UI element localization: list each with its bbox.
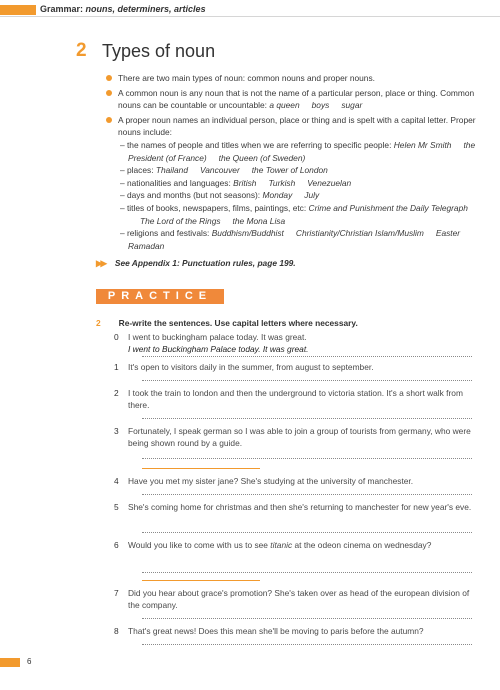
answer-line[interactable] [142,572,472,573]
exercise-item: 1 It's open to visitors daily in the summer, from august to september. [114,362,374,372]
answer-line[interactable] [142,618,472,619]
exercise-item: 7 Did you hear about grace's promotion? She's taken over as head of the european division of the company. [114,588,470,610]
sub-item: – places: Thailand Vancouver the Tower of London [120,165,328,176]
exercise-item: 2 I took the train to london and then the underground to victoria station. It's a short walk from there. [114,388,463,410]
double-arrow-icon: ▶▶ [96,258,105,268]
cross-reference: ▶▶ See Appendix 1: Punctuation rules, page 199. [96,258,296,268]
section-rule [142,580,260,581]
answer-line[interactable] [142,380,472,381]
answer-line[interactable] [142,494,472,495]
example: sugar [341,100,363,111]
bullet-item: There are two main types of noun: common nouns and proper nouns. [106,72,476,85]
example: boys [311,100,330,111]
sub-item: – religions and festivals: Buddhism/Buddhist Christianity/Christian Islam/Muslim EasterRamadan [120,228,461,251]
page-number: 6 [27,657,32,666]
task-instruction: 2 Re-write the sentences. Use capital letters where necessary. [96,318,358,328]
exercise-item: 0 I went to buckingham palace today. It was great. I went to Buckingham Palace today. It was great. [128,332,473,355]
bullet-item: A common noun is any noun that is not the name of a particular person, place or thing. Common nouns can be countable or uncountable: a queen boys sugar [106,87,476,112]
header-divider [0,16,500,17]
section-title: Types of noun [102,41,216,61]
sub-item: – days and months (but not seasons): Monday July [120,190,320,201]
answer-line[interactable] [142,418,472,419]
sub-item: – nationalities and languages: British Turkish Venezuelan [120,177,352,188]
model-answer: I went to Buckingham Palace today. It was great. [128,343,309,354]
sub-item: – the names of people and titles when we are referring to specific people: Helen Mr Smith the President (of France) the Queen (of Sweden) [120,139,476,163]
answer-line[interactable] [142,532,472,533]
answer-line[interactable] [142,356,472,357]
sub-item: – titles of books, newspapers, films, paintings, etc: Crime and Punishment the Daily TelegraphThe Lord of the Rings the Mona Lisa [120,202,468,226]
exercise-item: 8 That's great news! Does this mean she'll be moving to paris before the autumn? [114,626,424,636]
bullet-dot-icon [106,117,112,123]
bullet-dot-icon [106,90,112,96]
exercise-item: 6 Would you like to come with us to see titanic at the odeon cinema on wednesday? [114,540,432,550]
running-header: Grammar: nouns, determiners, articles [40,4,206,14]
footer-accent-bar [0,658,20,667]
answer-line[interactable] [142,644,472,645]
header-accent-bar [0,5,36,15]
section-number: 2 [76,40,87,61]
explanation-bullets [106,72,476,252]
practice-banner: PRACTICE [96,289,224,304]
example: a queen [269,100,300,111]
exercise-item: 4 Have you met my sister jane? She's studying at the university of manchester. [114,476,414,486]
section-rule [142,468,260,469]
bullet-item: A proper noun names an individual person, place or thing and is spelt with a capital letter. Proper nouns include: [106,114,476,139]
exercise-item: 5 She's coming home for christmas and then she's returning to manchester for new year's eve. [114,502,472,512]
answer-line[interactable] [142,458,472,459]
exercise-item: 3 Fortunately, I speak german so I was able to join a group of tourists from germany, who were being shown round by a guide. [114,426,471,448]
bullet-dot-icon [106,75,112,81]
